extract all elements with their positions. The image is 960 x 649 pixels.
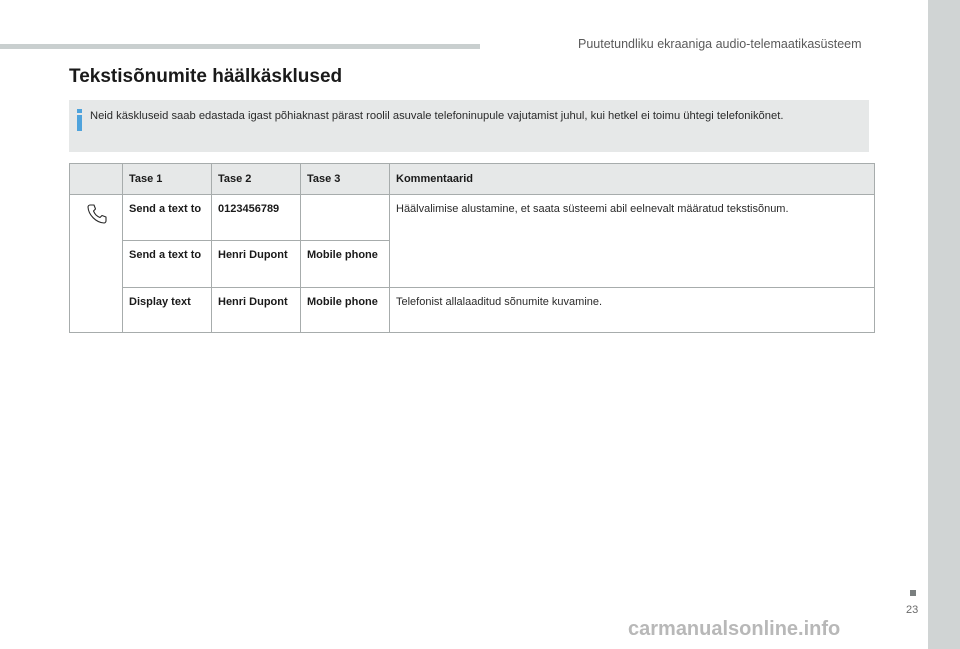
- column-header-tase2: Tase 2: [212, 164, 301, 195]
- icon-column-header: [70, 164, 123, 195]
- info-box: [69, 100, 869, 152]
- cell-comment: Häälvalimise alustamine, et saata süsteemi abil eelnevalt määratud tekstisõnum.: [390, 195, 875, 288]
- watermark: carmanualsonline.info: [628, 618, 841, 640]
- cell-tase2: 0123456789: [212, 195, 301, 241]
- column-header-tase1: Tase 1: [123, 164, 212, 195]
- cell-tase2: Henri Dupont: [212, 288, 301, 333]
- cell-tase3: [301, 195, 390, 241]
- cell-tase1: Send a text to: [123, 195, 212, 241]
- voice-commands-table: [69, 163, 875, 333]
- phone-handset-icon: [86, 203, 108, 225]
- info-text: Neid käskluseid saab edastada igast põhiaknast pärast roolil asuvale telefoninupule vajutamist juhul, kui hetkel ei toimu ühtegi telefonikõnet.: [90, 110, 784, 122]
- table-row: [70, 288, 875, 333]
- icon-cell: [70, 195, 123, 333]
- page-side-band: [928, 0, 960, 649]
- page-number: 23: [906, 604, 919, 616]
- info-icon: [77, 109, 83, 131]
- cell-comment: Telefonist allalaaditud sõnumite kuvamine.: [390, 288, 875, 333]
- section-title: Puutetundliku ekraaniga audio-telemaatikasüsteem: [578, 37, 862, 51]
- column-header-comments: Kommentaarid: [390, 164, 875, 195]
- column-header-tase3: Tase 3: [301, 164, 390, 195]
- table-header-row: [70, 164, 875, 195]
- header-rule: [0, 44, 480, 49]
- page-title: Tekstisõnumite häälkäsklused: [69, 66, 343, 87]
- cell-tase3: Mobile phone: [301, 241, 390, 288]
- cell-tase1: Send a text to: [123, 241, 212, 288]
- table-row: [70, 195, 875, 241]
- cell-tase2: Henri Dupont: [212, 241, 301, 288]
- cell-tase3: Mobile phone: [301, 288, 390, 333]
- page-marker: [910, 590, 916, 596]
- cell-tase1: Display text: [123, 288, 212, 333]
